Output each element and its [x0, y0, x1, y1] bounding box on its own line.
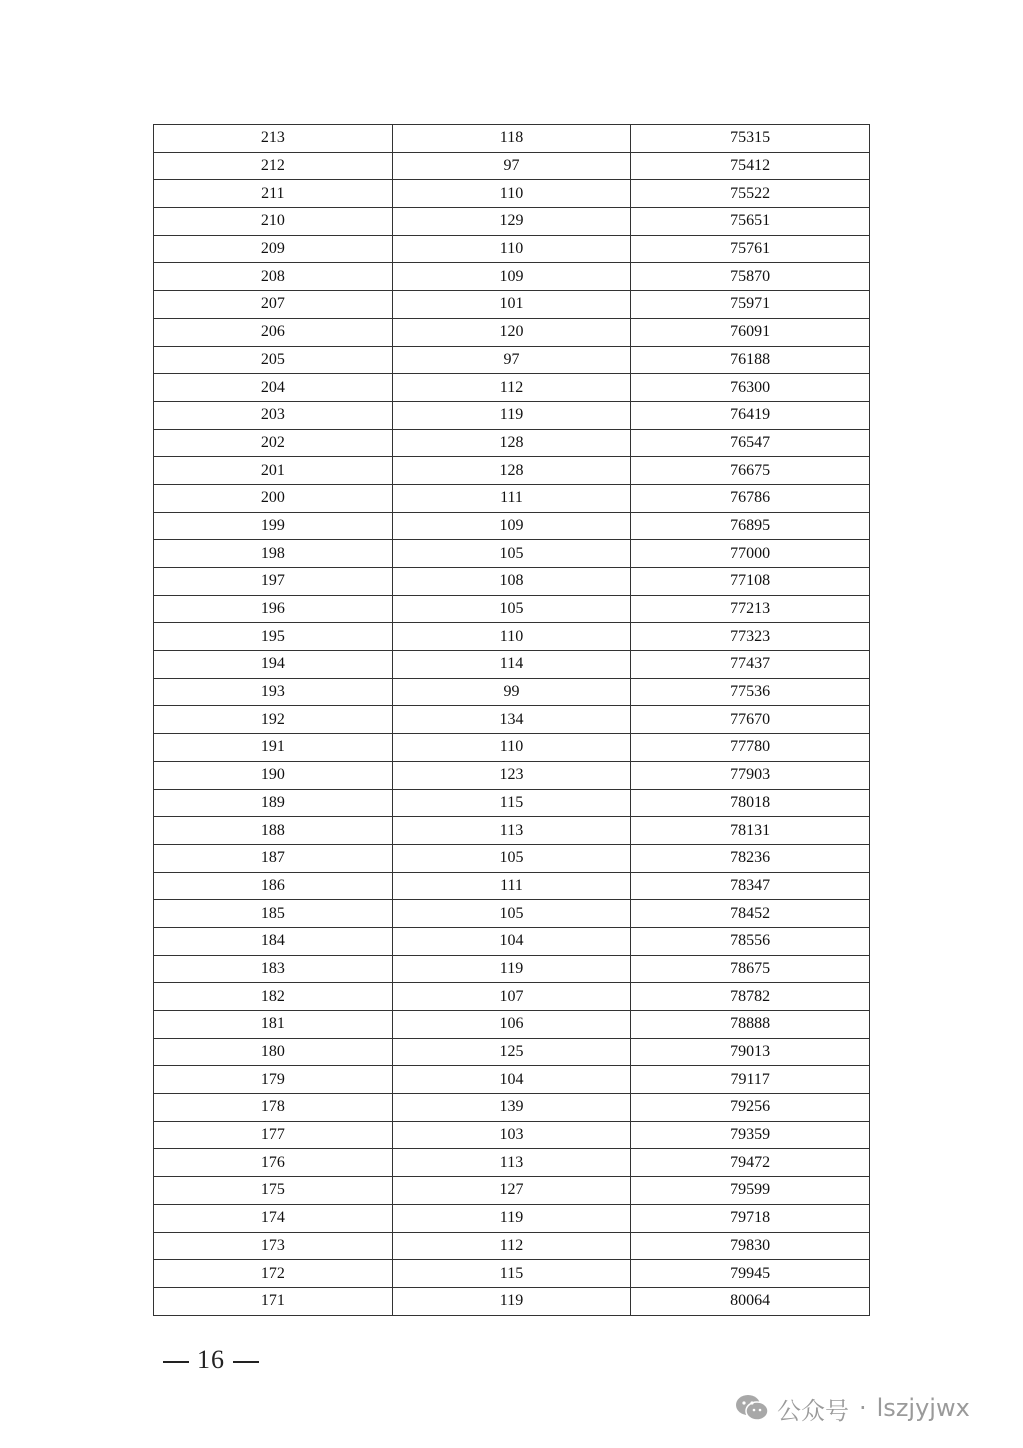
score-cell: 178 [154, 1094, 393, 1122]
table-row [154, 318, 870, 346]
count-cell: 112 [392, 374, 631, 402]
table-row [154, 1066, 870, 1094]
table-row [154, 125, 870, 153]
count-cell: 113 [392, 1149, 631, 1177]
count-cell: 103 [392, 1121, 631, 1149]
cumulative-cell: 75315 [631, 125, 870, 153]
cumulative-cell: 77213 [631, 595, 870, 623]
score-cell: 195 [154, 623, 393, 651]
table-row [154, 651, 870, 679]
table-row [154, 180, 870, 208]
score-table [153, 124, 870, 1316]
table-row [154, 152, 870, 180]
table-row [154, 208, 870, 236]
cumulative-cell: 78236 [631, 844, 870, 872]
table-row [154, 568, 870, 596]
cumulative-cell: 78782 [631, 983, 870, 1011]
score-cell: 205 [154, 346, 393, 374]
count-cell: 128 [392, 429, 631, 457]
score-cell: 193 [154, 678, 393, 706]
count-cell: 104 [392, 1066, 631, 1094]
cumulative-cell: 78888 [631, 1011, 870, 1039]
table-row [154, 955, 870, 983]
score-cell: 197 [154, 568, 393, 596]
table-row [154, 872, 870, 900]
cumulative-cell: 79359 [631, 1121, 870, 1149]
count-cell: 105 [392, 900, 631, 928]
count-cell: 111 [392, 484, 631, 512]
table-row [154, 374, 870, 402]
cumulative-cell: 79256 [631, 1094, 870, 1122]
count-cell: 115 [392, 1260, 631, 1288]
table-row [154, 1204, 870, 1232]
score-cell: 203 [154, 401, 393, 429]
cumulative-cell: 75761 [631, 235, 870, 263]
score-cell: 210 [154, 208, 393, 236]
count-cell: 109 [392, 512, 631, 540]
table-row [154, 401, 870, 429]
score-cell: 211 [154, 180, 393, 208]
score-cell: 208 [154, 263, 393, 291]
score-cell: 196 [154, 595, 393, 623]
cumulative-cell: 79599 [631, 1177, 870, 1205]
table-row [154, 1177, 870, 1205]
table-row [154, 1011, 870, 1039]
count-cell: 105 [392, 595, 631, 623]
count-cell: 111 [392, 872, 631, 900]
cumulative-cell: 78131 [631, 817, 870, 845]
table-row [154, 789, 870, 817]
count-cell: 114 [392, 651, 631, 679]
watermark [735, 1388, 970, 1428]
count-cell: 127 [392, 1177, 631, 1205]
watermark-label: 公众号 [777, 1396, 849, 1425]
score-cell: 172 [154, 1260, 393, 1288]
table-body [154, 125, 870, 1316]
score-cell: 189 [154, 789, 393, 817]
table-row [154, 346, 870, 374]
table-row [154, 983, 870, 1011]
score-cell: 192 [154, 706, 393, 734]
page-dash-left [163, 1361, 189, 1363]
cumulative-cell: 76419 [631, 401, 870, 429]
cumulative-cell: 77670 [631, 706, 870, 734]
score-cell: 204 [154, 374, 393, 402]
cumulative-cell: 77437 [631, 651, 870, 679]
score-cell: 184 [154, 927, 393, 955]
count-cell: 119 [392, 1287, 631, 1315]
score-cell: 198 [154, 540, 393, 568]
table-row [154, 457, 870, 485]
table-row [154, 706, 870, 734]
wechat-icon [735, 1393, 769, 1423]
table-row [154, 1260, 870, 1288]
cumulative-cell: 76786 [631, 484, 870, 512]
table-row [154, 512, 870, 540]
count-cell: 97 [392, 152, 631, 180]
count-cell: 118 [392, 125, 631, 153]
table-row [154, 678, 870, 706]
score-cell: 200 [154, 484, 393, 512]
score-cell: 186 [154, 872, 393, 900]
score-cell: 171 [154, 1287, 393, 1315]
count-cell: 139 [392, 1094, 631, 1122]
cumulative-cell: 76547 [631, 429, 870, 457]
count-cell: 115 [392, 789, 631, 817]
page-dash-right [233, 1361, 259, 1363]
table-row [154, 761, 870, 789]
count-cell: 119 [392, 1204, 631, 1232]
table-row [154, 484, 870, 512]
score-cell: 194 [154, 651, 393, 679]
count-cell: 105 [392, 844, 631, 872]
cumulative-cell: 77780 [631, 734, 870, 762]
count-cell: 107 [392, 983, 631, 1011]
score-cell: 199 [154, 512, 393, 540]
count-cell: 97 [392, 346, 631, 374]
table-row [154, 235, 870, 263]
table-row [154, 900, 870, 928]
table-row [154, 817, 870, 845]
count-cell: 113 [392, 817, 631, 845]
cumulative-cell: 78452 [631, 900, 870, 928]
count-cell: 110 [392, 180, 631, 208]
cumulative-cell: 79718 [631, 1204, 870, 1232]
page-number [155, 1345, 267, 1375]
count-cell: 99 [392, 678, 631, 706]
count-cell: 104 [392, 927, 631, 955]
score-cell: 173 [154, 1232, 393, 1260]
score-cell: 176 [154, 1149, 393, 1177]
score-cell: 179 [154, 1066, 393, 1094]
cumulative-cell: 76895 [631, 512, 870, 540]
cumulative-cell: 79472 [631, 1149, 870, 1177]
count-cell: 110 [392, 235, 631, 263]
score-cell: 213 [154, 125, 393, 153]
cumulative-cell: 75412 [631, 152, 870, 180]
table-row [154, 540, 870, 568]
score-cell: 202 [154, 429, 393, 457]
score-cell: 190 [154, 761, 393, 789]
score-cell: 174 [154, 1204, 393, 1232]
score-cell: 177 [154, 1121, 393, 1149]
count-cell: 119 [392, 401, 631, 429]
score-cell: 175 [154, 1177, 393, 1205]
cumulative-cell: 78347 [631, 872, 870, 900]
count-cell: 110 [392, 734, 631, 762]
table-row [154, 844, 870, 872]
table-row [154, 927, 870, 955]
watermark-account: lszjyjwx [876, 1394, 970, 1422]
table-row [154, 1094, 870, 1122]
score-cell: 181 [154, 1011, 393, 1039]
score-cell: 180 [154, 1038, 393, 1066]
count-cell: 110 [392, 623, 631, 651]
cumulative-cell: 77000 [631, 540, 870, 568]
cumulative-cell: 78556 [631, 927, 870, 955]
count-cell: 129 [392, 208, 631, 236]
score-cell: 187 [154, 844, 393, 872]
page-number-text: 16 [197, 1345, 225, 1374]
cumulative-cell: 78018 [631, 789, 870, 817]
count-cell: 109 [392, 263, 631, 291]
score-cell: 188 [154, 817, 393, 845]
table-row [154, 291, 870, 319]
score-cell: 185 [154, 900, 393, 928]
cumulative-cell: 75971 [631, 291, 870, 319]
cumulative-cell: 79117 [631, 1066, 870, 1094]
score-cell: 209 [154, 235, 393, 263]
score-cell: 212 [154, 152, 393, 180]
cumulative-cell: 79945 [631, 1260, 870, 1288]
cumulative-cell: 76091 [631, 318, 870, 346]
score-cell: 183 [154, 955, 393, 983]
table-row [154, 1121, 870, 1149]
count-cell: 108 [392, 568, 631, 596]
count-cell: 125 [392, 1038, 631, 1066]
table-row [154, 595, 870, 623]
table-row [154, 623, 870, 651]
score-cell: 191 [154, 734, 393, 762]
cumulative-cell: 75522 [631, 180, 870, 208]
cumulative-cell: 77108 [631, 568, 870, 596]
cumulative-cell: 75651 [631, 208, 870, 236]
score-cell: 207 [154, 291, 393, 319]
watermark-separator: · [859, 1394, 867, 1422]
table-row [154, 263, 870, 291]
table-row [154, 1287, 870, 1315]
cumulative-cell: 78675 [631, 955, 870, 983]
count-cell: 112 [392, 1232, 631, 1260]
count-cell: 123 [392, 761, 631, 789]
score-cell: 201 [154, 457, 393, 485]
cumulative-cell: 76188 [631, 346, 870, 374]
cumulative-cell: 76300 [631, 374, 870, 402]
count-cell: 119 [392, 955, 631, 983]
cumulative-cell: 79013 [631, 1038, 870, 1066]
table-row [154, 429, 870, 457]
cumulative-cell: 77903 [631, 761, 870, 789]
score-cell: 206 [154, 318, 393, 346]
table-row [154, 1232, 870, 1260]
cumulative-cell: 76675 [631, 457, 870, 485]
count-cell: 134 [392, 706, 631, 734]
cumulative-cell: 80064 [631, 1287, 870, 1315]
count-cell: 120 [392, 318, 631, 346]
table-row [154, 734, 870, 762]
cumulative-cell: 75870 [631, 263, 870, 291]
cumulative-cell: 77536 [631, 678, 870, 706]
score-cell: 182 [154, 983, 393, 1011]
table-row [154, 1149, 870, 1177]
count-cell: 105 [392, 540, 631, 568]
cumulative-cell: 79830 [631, 1232, 870, 1260]
count-cell: 101 [392, 291, 631, 319]
count-cell: 106 [392, 1011, 631, 1039]
table-row [154, 1038, 870, 1066]
count-cell: 128 [392, 457, 631, 485]
cumulative-cell: 77323 [631, 623, 870, 651]
